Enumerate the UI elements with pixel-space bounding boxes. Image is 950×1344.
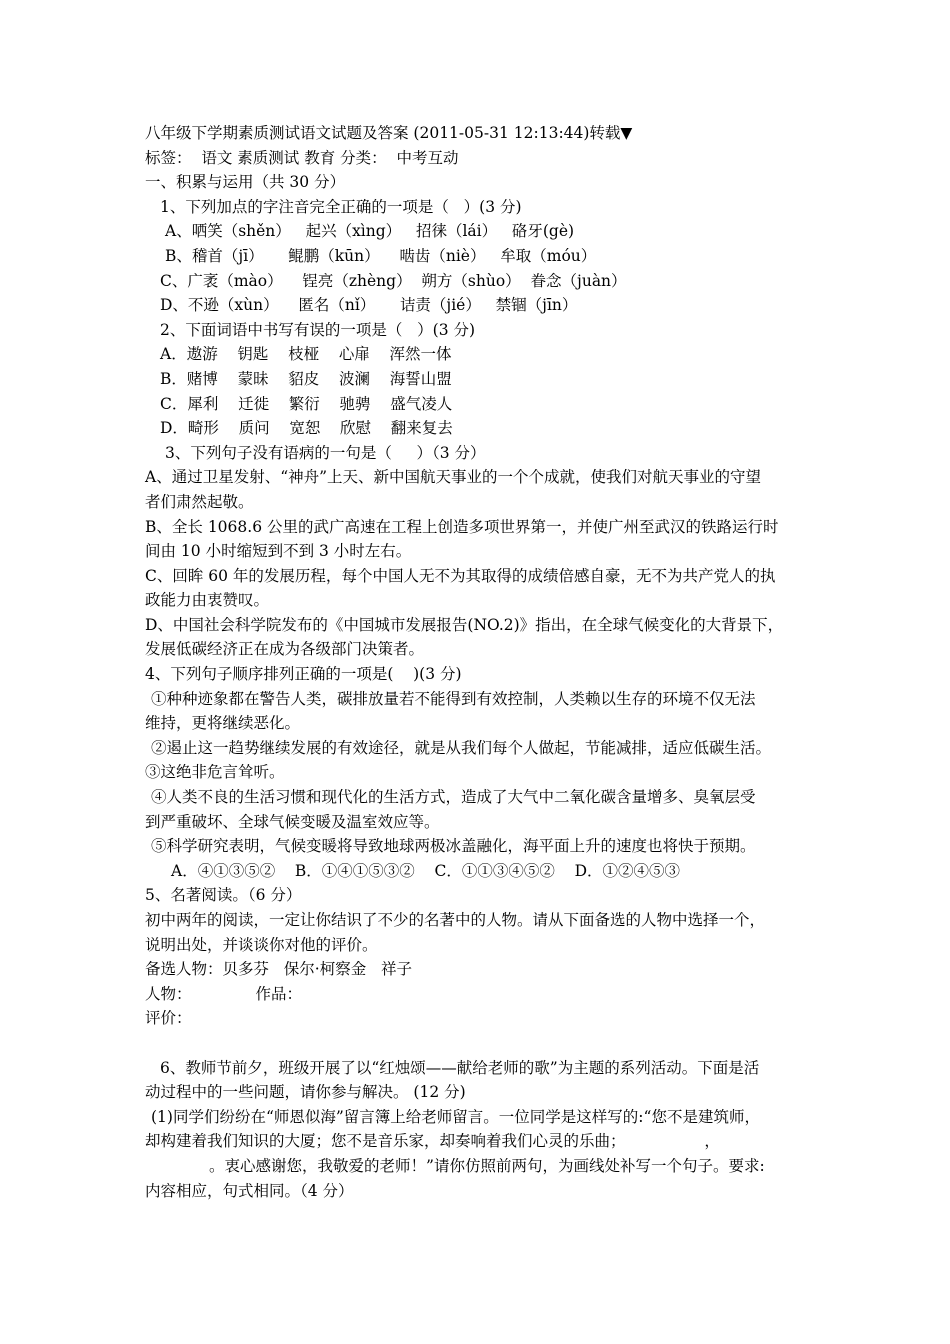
document-page <box>145 121 825 1203</box>
question-6-line: 动过程中的一些问题，请你参与解决。 (12 分) <box>145 1083 466 1102</box>
question-2-option-b: B．赌博 蒙昧 貂皮 波澜 海誓山盟 <box>160 369 452 388</box>
question-2-stem: 2、下面词语中书写有误的一项是（ ）(3 分) <box>160 320 476 339</box>
question-1-option-a: A、哂笑（shěn） 起兴（xìng） 招徕（lái） 硌牙(gè) <box>165 222 575 241</box>
question-6-line: 6、教师节前夕，班级开展了以“红烛颂——献给老师的歌”为主题的系列活动。下面是活 <box>160 1058 760 1077</box>
question-3-line: D、中国社会科学院发布的《中国城市发展报告(NO.2)》指出，在全球气候变化的大背景下， <box>145 615 784 634</box>
question-3-line: C、回眸 60 年的发展历程，每个中国人无不为其取得的成绩倍感自豪，无不为共产党人的执 <box>145 566 776 585</box>
question-6-line: (1)同学们纷纷在“师恩似海”留言簿上给老师留言。一位同学是这样写的:“您不是建筑师， <box>151 1107 760 1126</box>
question-5-line: 说明出处，并谈谈你对他的评价。 <box>145 935 378 954</box>
document-title-line: 八年级下学期素质测试语文试题及答案 (2011-05-31 12:13:44)转载▼ <box>145 124 633 142</box>
question-1-stem: 1、下列加点的字注音完全正确的一项是（ ）(3 分) <box>160 197 522 216</box>
section-heading: 一、积累与运用（共 30 分） <box>145 173 346 192</box>
question-6-line: 却构建着我们知识的大厦；您不是音乐家，却奏响着我们心灵的乐曲； ， <box>145 1132 720 1151</box>
question-3-line: A、通过卫星发射、“神舟”上天、新中国航天事业的一个个成就，使我们对航天事业的守望 <box>145 468 762 487</box>
question-3-line: 者们肃然起敬。 <box>145 492 254 511</box>
question-4-line: ④人类不良的生活习惯和现代化的生活方式，造成了大气中二氧化碳含量增多、臭氧层受 <box>151 788 756 807</box>
question-2-option-a: A．遨游 钥匙 枝桠 心扉 浑然一体 <box>160 345 452 364</box>
question-5-stem: 5、名著阅读。（6 分） <box>145 886 302 905</box>
question-3-line: 政能力由衷赞叹。 <box>145 591 270 610</box>
question-4-line: ②遏止这一趋势继续发展的有效途径，就是从我们每个人做起，节能减排，适应低碳生活。 <box>151 738 772 757</box>
question-3-stem: 3、下列句子没有语病的一句是（ ）（3 分） <box>165 443 486 462</box>
tags-line: 标签： 语文 素质测试 教育 分类： 中考互动 <box>145 148 459 167</box>
question-6-line: 。衷心感谢您，我敬爱的老师！”请你仿照前两句，为画线处补写一个句子。要求: <box>145 1156 765 1175</box>
question-5-line: 初中两年的阅读，一定让你结识了不少的名著中的人物。请从下面备选的人物中选择一个， <box>145 911 766 929</box>
question-4-line: ①种种迹象都在警告人类，碳排放量若不能得到有效控制，人类赖以生存的环境不仅无法 <box>151 689 756 708</box>
question-2-option-c: C．犀利 迁徙 繁衍 驰骋 盛气凌人 <box>160 394 453 413</box>
question-2-option-d: D．畸形 质问 宽恕 欣慰 翻来复去 <box>160 419 453 438</box>
question-3-line: 间由 10 小时缩短到不到 3 小时左右。 <box>145 542 412 561</box>
question-1-option-c: C、广袤（mào） 锃亮（zhèng） 朔方（shùo） 眷念（juàn） <box>160 271 627 290</box>
question-5-character-field: 人物： 作品： <box>145 984 303 1003</box>
question-1-option-b: B、稽首（jī） 鲲鹏（kūn） 啮齿（niè） 牟取（móu） <box>165 246 597 265</box>
question-4-line: ⑤科学研究表明，气候变暖将导致地球两极冰盖融化，海平面上升的速度也将快于预期。 <box>151 837 756 856</box>
question-5-candidates: 备选人物：贝多芬 保尔·柯察金 祥子 <box>145 960 412 979</box>
question-4-line: 维持，更将继续恶化。 <box>145 714 301 733</box>
blank-line <box>145 1031 825 1056</box>
question-4-line: 到严重破坏、全球气候变暖及温室效应等。 <box>145 812 440 831</box>
question-4-line: ③这绝非危言耸听。 <box>145 763 285 782</box>
question-4-answers: A．④①③⑤② B．①④①⑤③② C．①①③④⑤② D．①②④⑤③ <box>171 861 680 880</box>
question-4-stem: 4、下列句子顺序排列正确的一项是( )(3 分) <box>145 665 462 684</box>
question-3-line: 发展低碳经济正在成为各级部门决策者。 <box>145 640 425 659</box>
question-6-line: 内容相应，句式相同。（4 分） <box>145 1181 354 1200</box>
question-1-option-d: D、不逊（xùn） 匿名（nǐ） 诘责（jié） 禁锢（jīn） <box>160 296 578 315</box>
question-5-comment-field: 评价： <box>145 1009 192 1028</box>
question-3-line: B、全长 1068.6 公里的武广高速在工程上创造多项世界第一，并使广州至武汉的铁路运行时 <box>145 517 779 536</box>
